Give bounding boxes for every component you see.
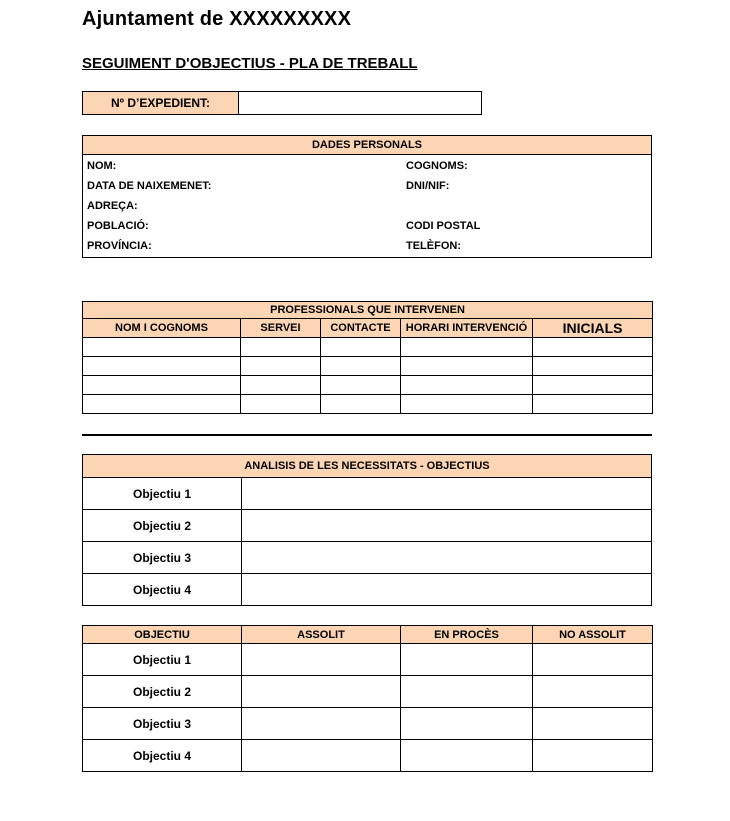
table-row — [83, 574, 652, 606]
status-cell[interactable] — [242, 644, 401, 676]
professionals-table — [82, 301, 653, 414]
professionals-header: PROFESSIONALS QUE INTERVENEN — [83, 302, 653, 319]
empty-cell[interactable] — [321, 395, 401, 414]
empty-cell[interactable] — [401, 376, 533, 395]
dni-nif-label: DNI/NIF: — [406, 180, 450, 192]
status-cell[interactable] — [401, 708, 533, 740]
table-row — [83, 740, 653, 772]
expedient-label: Nº D’EXPEDIENT: — [83, 92, 239, 115]
empty-cell[interactable] — [83, 395, 241, 414]
status-cell[interactable] — [533, 644, 653, 676]
column-header-contacte: CONTACTE — [321, 319, 401, 338]
empty-cell[interactable] — [241, 338, 321, 357]
table-row — [83, 338, 653, 357]
empty-cell[interactable] — [241, 395, 321, 414]
empty-cell[interactable] — [241, 376, 321, 395]
empty-cell[interactable] — [533, 376, 653, 395]
table-header-row — [83, 626, 653, 644]
objectiu-2-row-label: Objectiu 2 — [83, 676, 242, 708]
objectiu-3-row-label: Objectiu 3 — [83, 708, 242, 740]
data-naixement-label: DATA DE NAIXEMENET: — [87, 180, 212, 192]
table-row — [83, 676, 653, 708]
dades-line — [87, 236, 647, 256]
status-cell[interactable] — [401, 740, 533, 772]
empty-cell[interactable] — [83, 338, 241, 357]
codi-postal-label: CODI POSTAL — [406, 220, 481, 232]
empty-cell[interactable] — [83, 357, 241, 376]
table-row — [83, 376, 653, 395]
adreca-label: ADREÇA: — [87, 200, 138, 212]
empty-cell[interactable] — [321, 338, 401, 357]
table-row — [83, 155, 652, 258]
cognoms-label: COGNOMS: — [406, 160, 468, 172]
nom-label: NOM: — [87, 160, 117, 172]
page-subtitle: SEGUIMENT D'OBJECTIUS - PLA DE TREBALL — [82, 55, 418, 72]
status-cell[interactable] — [401, 676, 533, 708]
table-row — [83, 395, 653, 414]
column-header-horari-intervencio: HORARI INTERVENCIÓ — [401, 319, 533, 338]
objectiu-3-value-cell[interactable] — [242, 542, 652, 574]
empty-cell[interactable] — [533, 395, 653, 414]
table-row — [83, 302, 653, 319]
objectiu-1-row-label: Objectiu 1 — [83, 644, 242, 676]
empty-cell[interactable] — [83, 376, 241, 395]
objectiu-3-label: Objectiu 3 — [83, 542, 242, 574]
table-row — [83, 708, 653, 740]
page-title: Ajuntament de XXXXXXXXX — [82, 8, 352, 30]
objectiu-1-value-cell[interactable] — [242, 478, 652, 510]
status-cell[interactable] — [242, 740, 401, 772]
table-row — [83, 644, 653, 676]
telefon-label: TELÈFON: — [406, 240, 461, 252]
column-header-assolit: ASSOLIT — [242, 626, 401, 644]
objectiu-2-label: Objectiu 2 — [83, 510, 242, 542]
document-page — [82, 0, 652, 772]
dades-line — [87, 156, 647, 176]
empty-cell[interactable] — [533, 338, 653, 357]
expedient-input[interactable] — [239, 92, 482, 115]
status-cell[interactable] — [242, 708, 401, 740]
poblacio-label: POBLACIÓ: — [87, 220, 149, 232]
dades-personals-table — [82, 135, 652, 258]
empty-cell[interactable] — [401, 395, 533, 414]
status-cell[interactable] — [401, 644, 533, 676]
empty-cell[interactable] — [533, 357, 653, 376]
status-cell[interactable] — [533, 740, 653, 772]
table-row — [83, 357, 653, 376]
empty-cell[interactable] — [321, 357, 401, 376]
status-cell[interactable] — [242, 676, 401, 708]
table-row — [83, 478, 652, 510]
empty-cell[interactable] — [401, 338, 533, 357]
status-cell[interactable] — [533, 676, 653, 708]
column-header-en-proces: EN PROCÈS — [401, 626, 533, 644]
empty-cell[interactable] — [321, 376, 401, 395]
column-header-objectiu: OBJECTIU — [83, 626, 242, 644]
empty-cell[interactable] — [241, 357, 321, 376]
column-header-inicials: INICIALS — [533, 319, 653, 338]
column-header-no-assolit: NO ASSOLIT — [533, 626, 653, 644]
assoliment-table — [82, 625, 653, 772]
objectiu-1-label: Objectiu 1 — [83, 478, 242, 510]
dades-personals-body[interactable] — [83, 155, 652, 258]
dades-line — [87, 196, 647, 216]
provincia-label: PROVÍNCIA: — [87, 240, 152, 252]
objectiu-4-value-cell[interactable] — [242, 574, 652, 606]
table-row — [83, 92, 482, 115]
table-row — [83, 455, 652, 478]
objectiu-4-label: Objectiu 4 — [83, 574, 242, 606]
table-row — [83, 542, 652, 574]
analisis-table — [82, 454, 652, 606]
dades-line — [87, 176, 647, 196]
objectiu-2-value-cell[interactable] — [242, 510, 652, 542]
expedient-table — [82, 91, 482, 115]
table-header-row — [83, 319, 653, 338]
column-header-nom-i-cognoms: NOM I COGNOMS — [83, 319, 241, 338]
table-row — [83, 136, 652, 155]
empty-cell[interactable] — [401, 357, 533, 376]
objectiu-4-row-label: Objectiu 4 — [83, 740, 242, 772]
table-row — [83, 510, 652, 542]
column-header-servei: SERVEI — [241, 319, 321, 338]
analisis-header: ANALISIS DE LES NECESSITATS - OBJECTIUS — [83, 455, 652, 478]
dades-line — [87, 216, 647, 236]
section-divider — [82, 434, 652, 436]
dades-personals-header: DADES PERSONALS — [83, 136, 652, 155]
status-cell[interactable] — [533, 708, 653, 740]
